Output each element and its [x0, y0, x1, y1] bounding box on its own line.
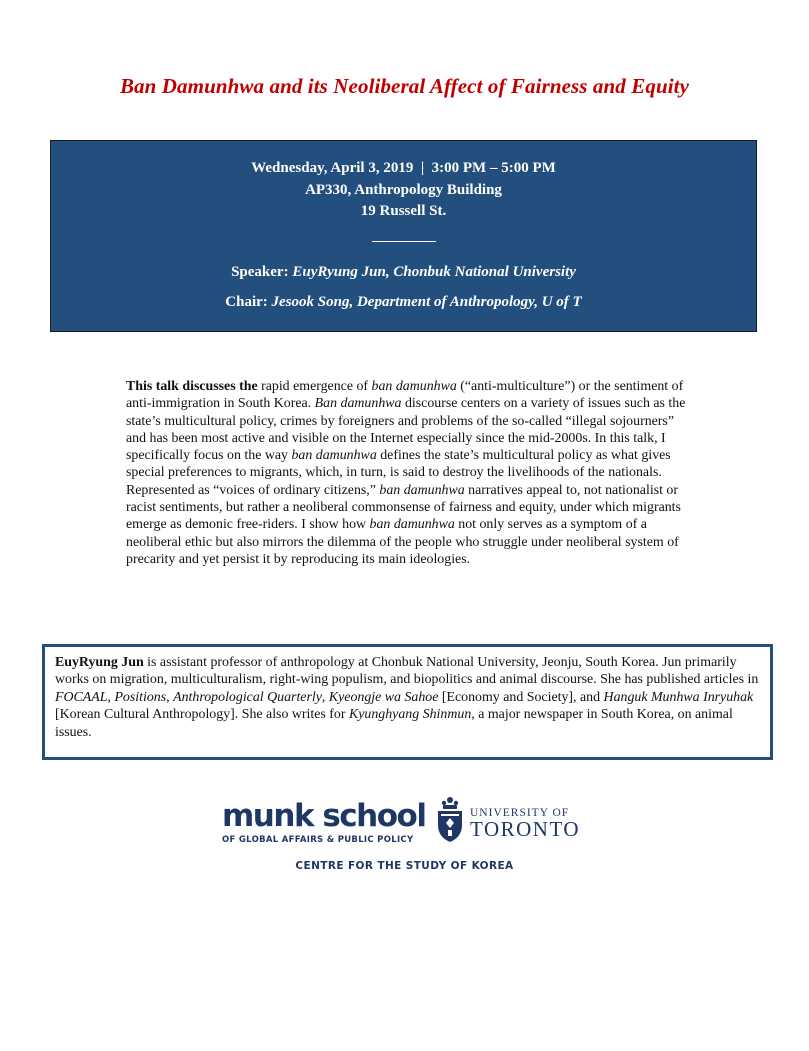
- abstract-term: ban damunhwa: [379, 482, 465, 498]
- university-crest-icon: [435, 795, 465, 843]
- abstract-text: rapid emergence of: [257, 379, 372, 394]
- bio-journal: Hanguk Munhwa Inryuhak: [603, 689, 754, 705]
- chair-line: [51, 294, 756, 311]
- centre-name: CENTRE FOR THE STUDY OF KOREA: [295, 860, 514, 872]
- bio-text: , a major newspaper in South Korea, on animal issues.: [55, 707, 733, 740]
- bio-name: EuyRyung Jun: [55, 655, 144, 670]
- abstract-text: not only serves as a symptom of a neoliberal ethic but also mirrors the dilemma of the people who struggle under neoliberal system of precarity and yet persist it by reproducing its main ideologies.: [126, 517, 679, 567]
- bio-text: ,: [321, 689, 329, 705]
- abstract-text: defines the state’s multicultural policy as what gives special preferences to migrants, which, in turn, is said to destroy the livelihoods of the nationals. Represented as “voices of ordinary citizens,”: [126, 448, 671, 498]
- uoft-line2: TORONTO: [470, 817, 581, 841]
- event-room: AP330, Anthropology Building: [305, 182, 502, 198]
- banner-divider: [372, 241, 436, 242]
- bio-journal: Anthropological Quarterly: [173, 689, 322, 705]
- talk-abstract: [126, 378, 690, 568]
- munk-school-subtitle: OF GLOBAL AFFAIRS & PUBLIC POLICY: [222, 835, 414, 845]
- event-details-banner: [50, 140, 757, 332]
- bio-journal: Kyeongje wa Sahoe: [328, 689, 439, 705]
- abstract-term: ban damunhwa: [371, 379, 457, 394]
- bio-text: is assistant professor of anthropology at Chonbuk National University, Jeonju, South Korea. Jun primarily works on migration, multiculturalism, right-wing populism, and biopolitics and animal discourse. She has published articles in: [55, 655, 759, 688]
- bio-journal: FOCAAL: [55, 689, 108, 705]
- abstract-lead: This talk discusses the: [126, 379, 258, 394]
- munk-school-logo: [222, 798, 426, 845]
- chair-name: Jesook Song, Department of Anthropology, U of T: [271, 294, 582, 310]
- speaker-name: EuyRyung Jun, Chonbuk National University: [292, 264, 576, 280]
- event-address: 19 Russell St.: [360, 203, 447, 219]
- event-datetime: Wednesday, April 3, 2019 | 3:00 PM – 5:00 PM: [251, 160, 556, 176]
- abstract-term: ban damunhwa: [369, 517, 455, 533]
- university-of-toronto-logo: [470, 807, 580, 842]
- bio-text: [Economy and Society], and: [438, 689, 604, 705]
- speaker-label: Speaker:: [231, 264, 289, 280]
- speaker-bio: [42, 644, 773, 760]
- event-title: Ban Damunhwa and its Neoliberal Affect of Fairness and Equity: [119, 74, 690, 98]
- abstract-text: discourse centers on a variety of issues such as the state’s multicultural policy, crimes by foreigners and problems of the so-called “illegal sojourners” and has been most active and visible on the Internet especially since the mid-2000s. In this talk, I specifically focus on the way: [126, 396, 686, 464]
- abstract-term: ban damunhwa: [291, 448, 377, 464]
- bio-journal: Kyunghyang Shinmun: [348, 707, 472, 723]
- bio-text: ,: [107, 689, 115, 705]
- munk-school-wordmark: munk school: [222, 798, 426, 834]
- uoft-line1: UNIVERSITY OF: [470, 807, 570, 819]
- bio-text: ,: [166, 689, 174, 705]
- abstract-term: Ban damunhwa: [314, 396, 402, 412]
- abstract-text: (“anti-multiculture”) or the sentiment of anti-immigration in South Korea.: [126, 379, 684, 412]
- speaker-line: [51, 264, 756, 281]
- abstract-text: narratives appeal to, not nationalist or racist sentiments, but rather a neoliberal commonsense of fairness and equity, under which migrants emerge as demonic free-riders. I show how: [126, 482, 681, 533]
- bio-text: [Korean Cultural Anthropology]. She also writes for: [55, 707, 349, 723]
- chair-label: Chair:: [225, 294, 268, 310]
- bio-journal: Positions: [114, 689, 167, 705]
